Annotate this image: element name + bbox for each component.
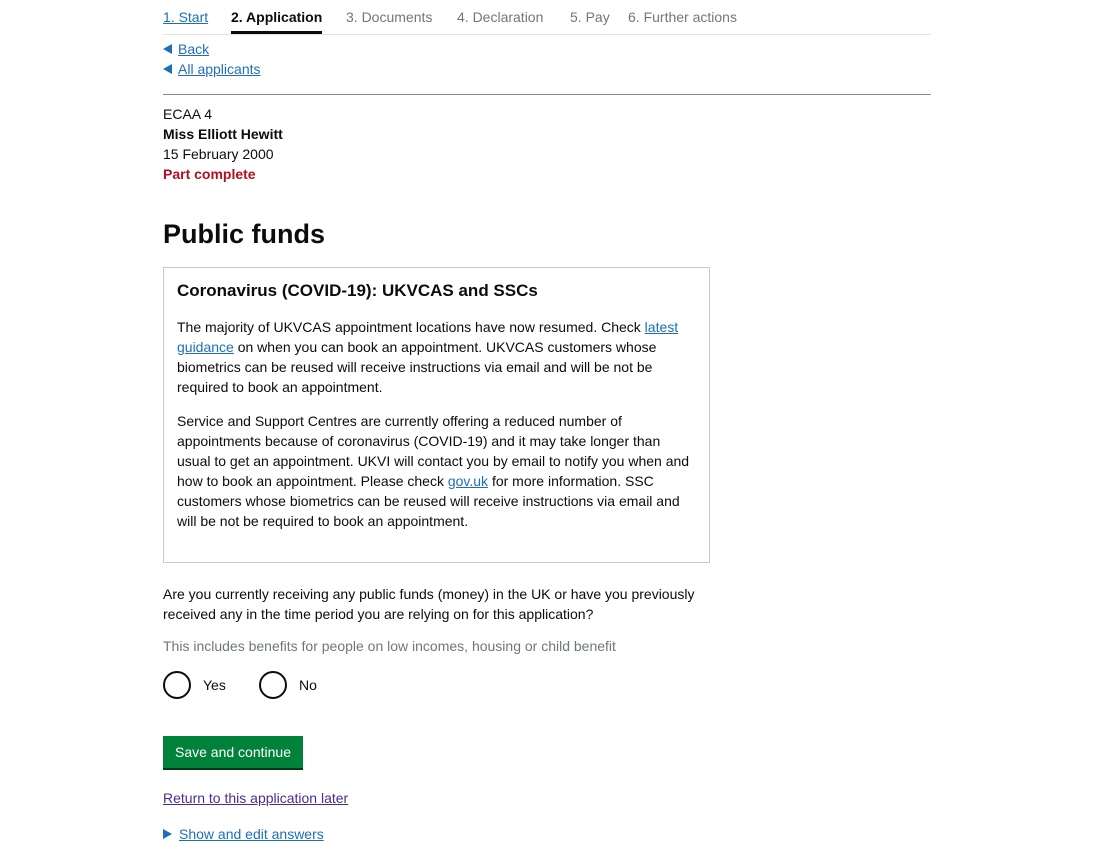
status-badge: Part complete [163, 166, 256, 182]
all-applicants-link-row [163, 61, 261, 77]
step-documents: 3. Documents [346, 9, 433, 25]
progress-steps [163, 0, 931, 35]
public-funds-question: Are you currently receiving any public funds (money) in the UK or have you previously received any in the time period you are relying on for this application? [163, 586, 695, 622]
all-applicants-link[interactable]: All applicants [178, 61, 261, 77]
show-edit-answers-link[interactable]: Show and edit answers [179, 826, 324, 842]
notice-text: Service and Support Centres are currently offering a reduced number of appointments because of coronavirus (COVID-19) and it may take longer than usual to get an appointment. UKVI will contact you by email to notify you when and how to book an appointment. Please check [177, 413, 690, 489]
radio-no[interactable] [259, 671, 317, 699]
notice-text: on when you can book an appointment. UKVCAS customers whose biometrics can be reused will receive instructions via email and will be not be required to book an appointment. [177, 339, 657, 395]
left-triangle-icon [163, 64, 172, 74]
right-triangle-icon [163, 829, 172, 839]
return-later-row [163, 790, 348, 806]
left-triangle-icon [163, 44, 172, 54]
step-further-actions: 6. Further actions [628, 9, 737, 25]
covid-notice-panel [163, 267, 710, 563]
step-declaration: 4. Declaration [457, 9, 544, 25]
save-and-continue-button[interactable]: Save and continue [163, 736, 303, 768]
notice-paragraph-ukvcas [177, 317, 696, 397]
show-edit-answers-row[interactable] [163, 826, 324, 842]
radio-no-label[interactable]: No [299, 677, 317, 693]
page-title: Public funds [163, 219, 325, 249]
step-pay: 5. Pay [570, 9, 610, 25]
applicant-summary [163, 104, 283, 184]
radio-no-circle[interactable] [259, 671, 287, 699]
applicant-name: Miss Elliott Hewitt [163, 126, 283, 142]
radio-yes-circle[interactable] [163, 671, 191, 699]
step-application-current: 2. Application [231, 9, 323, 25]
notice-paragraph-ssc [177, 411, 696, 531]
step-start[interactable]: 1. Start [163, 9, 209, 25]
radio-yes[interactable] [163, 671, 226, 699]
return-later-link[interactable]: Return to this application later [163, 790, 349, 806]
applicant-dob: 15 February 2000 [163, 146, 274, 162]
gov-uk-link[interactable]: gov.uk [447, 473, 489, 489]
notice-text: for more information. SSC customers whose biometrics can be reused will receive instructions via email and will be not be required to book an appointment. [177, 473, 680, 529]
latest-guidance-link[interactable]: latest guidance [177, 319, 679, 355]
page-container [163, 0, 931, 842]
back-link-row [163, 41, 209, 57]
question-hint: This includes benefits for people on low incomes, housing or child benefit [163, 638, 616, 654]
applicant-reference: ECAA 4 [163, 106, 213, 122]
notice-title: Coronavirus (COVID-19): UKVCAS and SSCs [177, 281, 538, 300]
section-divider [163, 94, 931, 95]
back-link[interactable]: Back [178, 41, 210, 57]
notice-text: The majority of UKVCAS appointment locations have now resumed. Check [177, 319, 645, 335]
radio-yes-label[interactable]: Yes [203, 677, 226, 693]
